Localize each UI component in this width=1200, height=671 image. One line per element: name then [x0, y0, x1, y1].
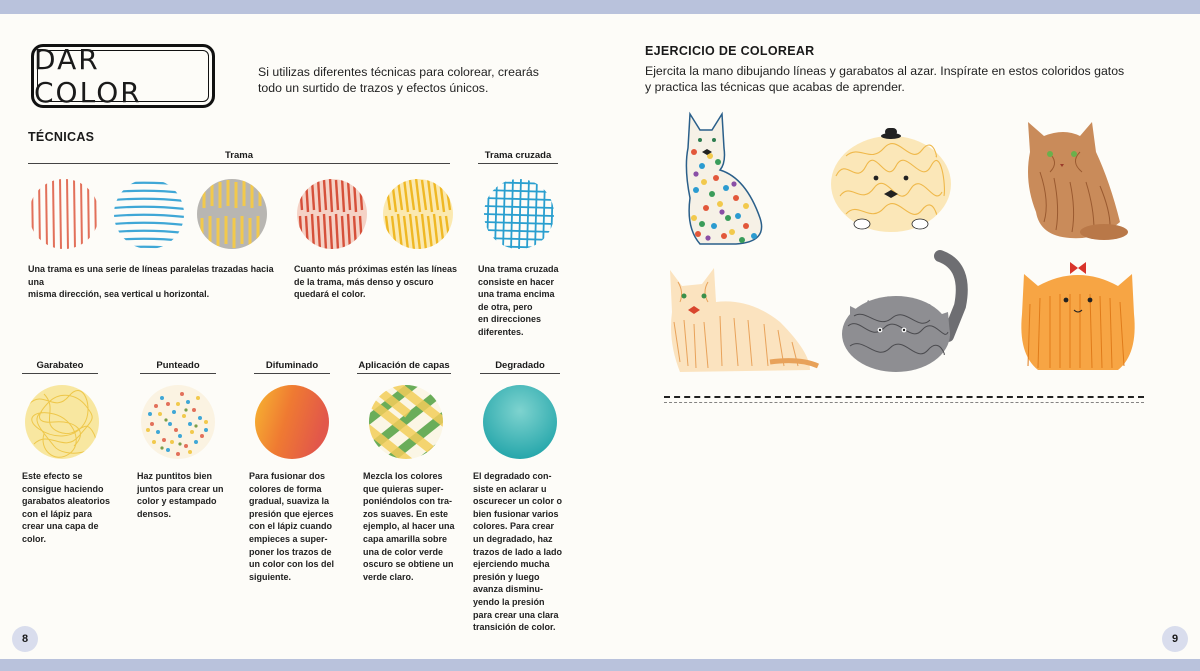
trama-caption-2 — [294, 263, 464, 301]
caption-line: que quieras super- — [363, 483, 444, 494]
trama-cruzada-swatch — [483, 178, 555, 250]
caption-line: El degradado con- — [473, 471, 552, 481]
garabateo-label: Garabateo — [36, 360, 84, 371]
exercise-line: Ejercita la mano dibujando líneas y garabatos al azar. Inspírate en estos coloridos gatos — [645, 64, 1125, 78]
caption-line: capa amarilla sobre — [363, 533, 448, 544]
capas-underline — [357, 373, 451, 374]
caption-line: en direcciones — [478, 314, 542, 325]
punteado-swatch — [140, 384, 216, 460]
caption-line: ejerciendo mucha — [473, 559, 550, 570]
caption-line: con el lápiz para — [22, 508, 93, 519]
caption-line: Mezcla los colores — [363, 471, 443, 481]
garabateo-underline — [22, 373, 98, 374]
punteado-label: Punteado — [156, 360, 200, 371]
caption-line: oscurecer un color o — [473, 496, 563, 507]
trama-label: Trama — [225, 150, 253, 161]
degradado-caption — [473, 470, 573, 634]
caption-line: zos suaves. En este — [363, 508, 449, 519]
caption-line: siste en aclarar u — [473, 483, 547, 494]
drawing-guide-line — [664, 396, 1144, 398]
degradado-underline — [480, 373, 560, 374]
exercise-heading: EJERCICIO DE COLOREAR — [645, 44, 815, 58]
caption-line: poner los trazos de — [249, 546, 332, 557]
caption-line: Este efecto se — [22, 471, 83, 481]
trama-cruzada-label: Trama cruzada — [484, 150, 552, 161]
trama-cruzada-underline — [478, 163, 558, 164]
caption-line: ejemplo, al hacer una — [363, 521, 455, 532]
bottom-band — [0, 659, 1200, 671]
degradado-label: Degradado — [495, 360, 545, 371]
caption-line: transición de color. — [473, 622, 556, 633]
caption-line: quedará el color. — [294, 289, 366, 300]
caption-line: consiste en hacer — [478, 276, 555, 287]
caption-line: diferentes. — [478, 326, 524, 337]
trama-caption-1 — [28, 263, 290, 301]
garabateo-caption — [22, 470, 122, 546]
capas-caption — [363, 470, 463, 583]
caption-line: oscuro se obtiene un — [363, 559, 454, 570]
caption-line: garabatos aleatorios — [22, 496, 111, 507]
difuminado-label: Difuminado — [265, 360, 319, 371]
caption-line: Para fusionar dos — [249, 471, 326, 481]
top-band — [0, 0, 1200, 14]
caption-line: crear una capa de — [22, 521, 99, 532]
exercise-text — [645, 63, 1125, 95]
caption-line: un degradado, haz — [473, 533, 553, 544]
caption-line: consigue haciendo — [22, 483, 104, 494]
capas-swatch — [368, 384, 444, 460]
caption-line: empieces a super- — [249, 533, 328, 544]
caption-line: siguiente. — [249, 571, 292, 582]
caption-line: Haz puntitos bien — [137, 471, 212, 481]
intro-line: Si utilizas diferentes técnicas para colorear, crearás — [258, 65, 539, 79]
trama-dense-yellow-swatch — [382, 178, 454, 250]
difuminado-underline — [254, 373, 330, 374]
trama-cruzada-caption — [478, 263, 568, 339]
caption-line: Una trama es una serie de líneas paralelas trazadas hacia una — [28, 264, 274, 287]
difuminado-swatch — [254, 384, 330, 460]
page-number-left: 8 — [12, 626, 38, 652]
difuminado-caption — [249, 470, 349, 583]
intro-line: todo un surtido de trazos y efectos únicos. — [258, 81, 489, 95]
cream-cat-red-bow-illustration — [660, 262, 820, 377]
caption-line: poniéndolos con tra- — [363, 496, 452, 507]
degradado-swatch — [482, 384, 558, 460]
page-number-right: 9 — [1162, 626, 1188, 652]
garabateo-swatch — [24, 384, 100, 460]
caption-line: de otra, pero — [478, 301, 533, 312]
punteado-caption — [137, 470, 237, 520]
fluffy-yellow-cat-illustration — [826, 126, 956, 236]
trama-vertical-coral-swatch — [28, 178, 100, 250]
caption-line: para crear una clara — [473, 609, 559, 620]
caption-line: una de color verde — [363, 546, 444, 557]
caption-line: una trama encima — [478, 289, 555, 300]
caption-line: bien fusionar varios — [473, 508, 559, 519]
caption-line: avanza disminu- — [473, 584, 544, 595]
trama-dense-coral-swatch — [296, 178, 368, 250]
caption-line: Cuanto más próximas estén las líneas — [294, 264, 458, 274]
title-box — [31, 44, 215, 108]
trama-underline — [28, 163, 450, 164]
exercise-line: y practica las técnicas que acabas de aprender. — [645, 80, 905, 94]
punteado-underline — [140, 373, 216, 374]
capas-label: Aplicación de capas — [358, 360, 450, 371]
caption-line: gradual, suaviza la — [249, 496, 330, 507]
intro-text — [258, 64, 558, 96]
grey-fluffy-cat-illustration — [840, 246, 980, 376]
caption-line: misma dirección, sea vertical u horizontal. — [28, 289, 210, 300]
trama-grey-yellow-swatch — [196, 178, 268, 250]
caption-line: presión que ejerces — [249, 508, 334, 519]
caption-line: Una trama cruzada — [478, 264, 559, 274]
caption-line: juntos para crear un — [137, 483, 224, 494]
techniques-heading: TÉCNICAS — [28, 130, 95, 144]
dotted-cat-illustration — [676, 108, 776, 248]
caption-line: color. — [22, 533, 47, 544]
caption-line: trazos de lado a lado — [473, 546, 563, 557]
caption-line: un color con los del — [249, 559, 335, 570]
page-title: DAR COLOR — [34, 43, 142, 109]
trama-horizontal-blue-swatch — [113, 178, 185, 250]
caption-line: colores de forma — [249, 483, 322, 494]
caption-line: colores. Para crear — [473, 521, 555, 532]
orange-fluffy-cat-illustration — [1014, 254, 1142, 374]
drawing-guide-line — [664, 402, 1144, 403]
caption-line: de la trama, más denso y oscuro — [294, 276, 434, 287]
caption-line: color y estampado — [137, 496, 217, 507]
caption-line: con el lápiz cuando — [249, 521, 333, 532]
caption-line: densos. — [137, 508, 172, 519]
caption-line: verde claro. — [363, 571, 414, 582]
caption-line: yendo la presión — [473, 596, 545, 607]
caption-line: presión y luego — [473, 571, 540, 582]
brown-longhair-cat-illustration — [1020, 112, 1130, 242]
